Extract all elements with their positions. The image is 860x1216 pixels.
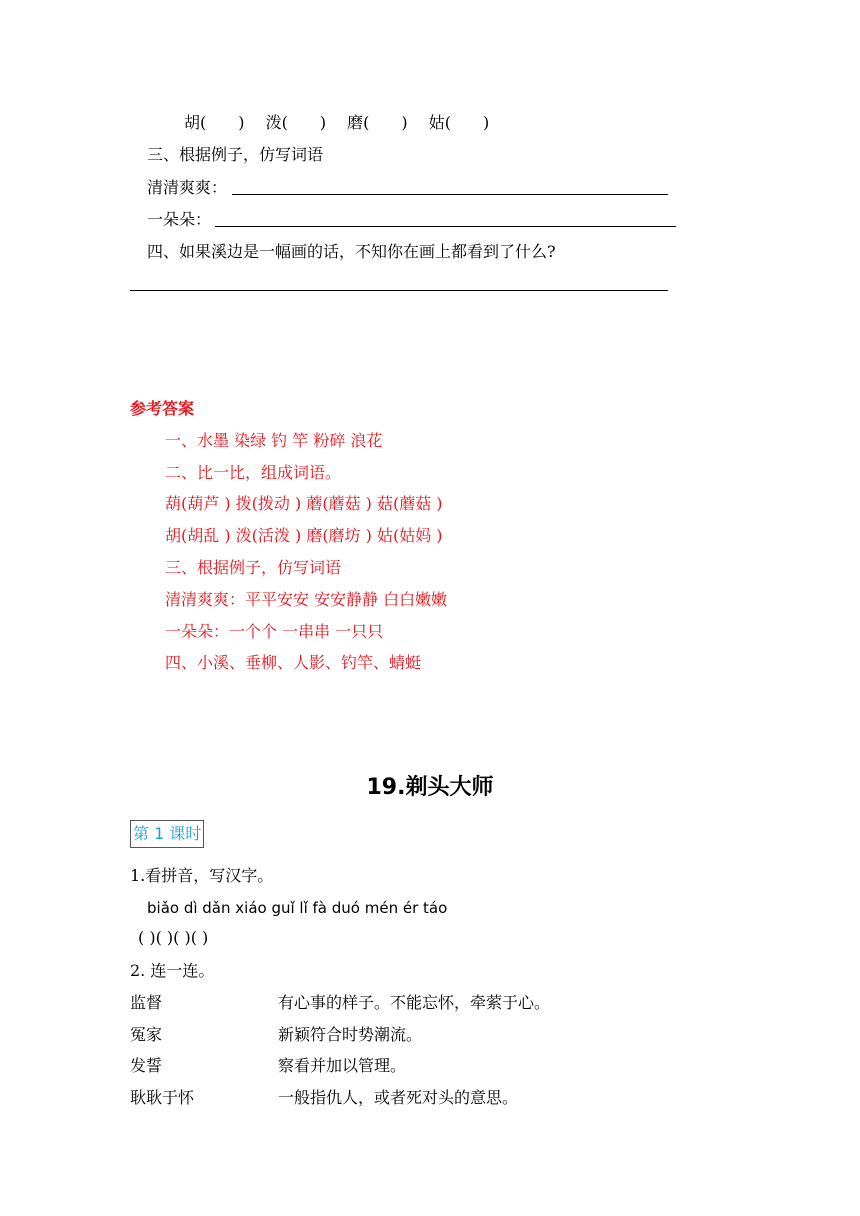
match-right-item[interactable]: 一般指仇人，或者死对头的意思。 xyxy=(278,1088,519,1107)
match-left-item[interactable]: 发誓 xyxy=(130,1056,163,1075)
answer-line: 二、比一比，组成词语。 xyxy=(165,463,342,482)
lesson-title: 19.剃头大师 xyxy=(366,775,494,800)
match-right-item[interactable]: 新颖符合时势潮流。 xyxy=(278,1025,423,1044)
answers-heading: 参考答案 xyxy=(130,399,195,418)
answer-line: 一朵朵：一个个 一串串 一只只 xyxy=(165,622,384,641)
question-4-heading: 四、如果溪边是一幅画的话，不知你在画上都看到了什么? xyxy=(147,242,556,261)
char-group-line: 胡( ) 泼( ) 磨( ) 姑( ) xyxy=(184,113,490,132)
answer-line: 葫(葫芦 ) 拨(拨动 ) 蘑(蘑菇 ) 菇(蘑菇 ) xyxy=(165,494,443,513)
answer-line: 一、水墨 染绿 钓 竿 粉碎 浪花 xyxy=(165,431,383,450)
answer-brackets[interactable]: ( )( )( )( ) xyxy=(138,928,209,947)
match-right-item[interactable]: 察看并加以管理。 xyxy=(278,1056,407,1075)
period-label: 第 1 课时 xyxy=(130,820,204,848)
answer-line: 三、根据例子，仿写词语 xyxy=(165,558,342,577)
match-right-item[interactable]: 有心事的样子。不能忘怀，牵萦于心。 xyxy=(278,993,551,1012)
answer-line: 清清爽爽：平平安安 安安静静 白白嫩嫩 xyxy=(165,590,448,609)
q3-prompt-yiduoduo: 一朵朵： xyxy=(147,210,212,229)
question-2-heading: 2. 连一连。 xyxy=(130,961,215,980)
match-left-item[interactable]: 冤家 xyxy=(130,1025,163,1044)
question-3-heading: 三、根据例子，仿写词语 xyxy=(147,145,324,164)
answer-line: 四、小溪、垂柳、人影、钓竿、蜻蜓 xyxy=(165,653,422,672)
q3-prompt-qingqing: 清清爽爽： xyxy=(147,178,228,197)
answer-line-qingqing[interactable] xyxy=(232,194,668,195)
question-1-heading: 1.看拼音，写汉字。 xyxy=(130,866,274,885)
answer-line-yiduoduo[interactable] xyxy=(215,226,676,227)
answer-line-q4[interactable] xyxy=(130,290,668,291)
match-left-item[interactable]: 监督 xyxy=(130,993,163,1012)
match-left-item[interactable]: 耿耿于怀 xyxy=(130,1088,195,1107)
answer-line: 胡(胡乱 ) 泼(活泼 ) 磨(磨坊 ) 姑(姑妈 ) xyxy=(165,526,443,545)
pinyin-line: biǎo dì dǎn xiáo guǐ lǐ fà duó mén ér táo xyxy=(147,899,448,917)
